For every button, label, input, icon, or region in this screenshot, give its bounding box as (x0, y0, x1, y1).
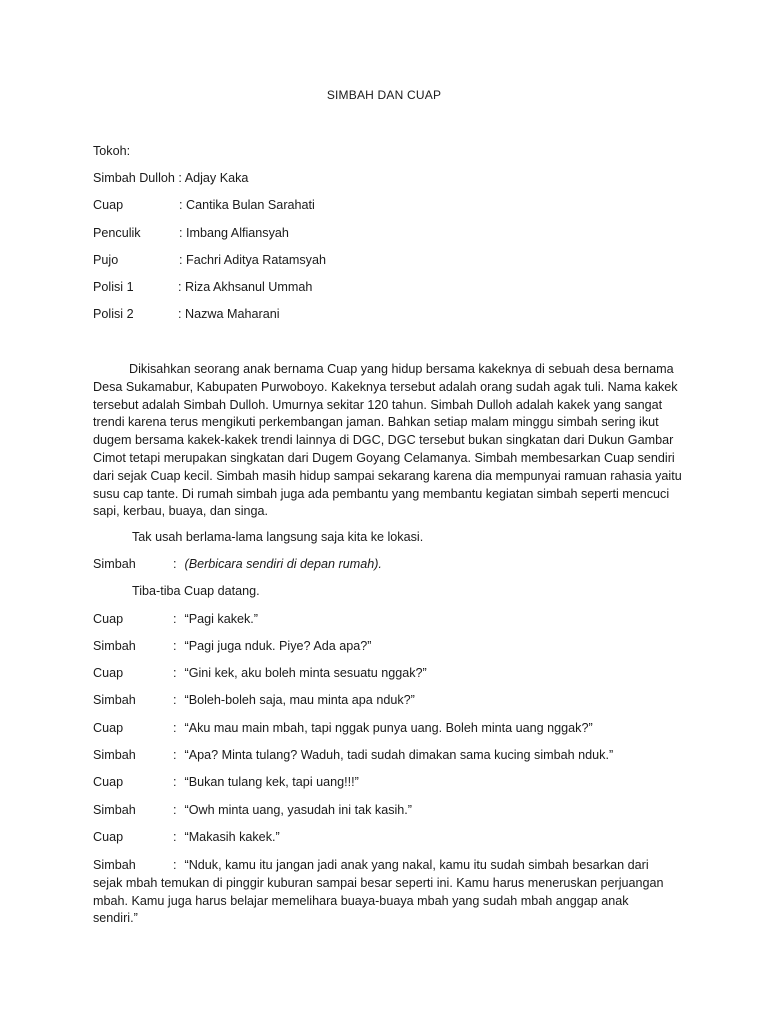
cast-row (93, 279, 312, 296)
intro-paragraph (93, 361, 683, 521)
dialogue-line (93, 666, 427, 680)
speaker-name: Simbah (93, 748, 136, 762)
speaker-name: Simbah (93, 858, 136, 872)
cast-row (93, 197, 315, 214)
dialogue-line (93, 803, 412, 817)
cast-colon: : (179, 198, 183, 212)
cast-actor: Fachri Aditya Ratamsyah (186, 253, 326, 267)
dialogue-text: “Pagi juga nduk. Piye? Ada apa?” (184, 639, 372, 653)
document-title: SIMBAH DAN CUAP (326, 88, 442, 102)
cast-actor: Riza Akhsanul Ummah (185, 280, 313, 294)
dialogue-line (93, 830, 280, 844)
dialogue-text: “Gini kek, aku boleh minta sesuatu nggak?” (184, 666, 427, 680)
dialogue-line (93, 612, 258, 626)
dialogue-colon: : (173, 748, 177, 762)
dialogue-colon: : (173, 639, 177, 653)
cast-row (93, 306, 280, 323)
cast-row (93, 252, 326, 269)
speaker-name: Cuap (93, 775, 124, 789)
cast-actor: Adjay Kaka (184, 171, 249, 185)
dialogue-text: “Pagi kakek.” (184, 612, 258, 626)
dialogue-text: “Nduk, kamu itu jangan jadi anak yang nakal, kamu itu sudah simbah besarkan dari sejak mbah temukan di pinggir kuburan sampai besar seperti ini. Kamu harus meneruskan perjuangan mbah. Kamu juga harus belajar memelihara buaya-buaya mbah yang sudah mbah anggap anak sendiri.” (93, 858, 664, 926)
speaker-name: Cuap (93, 612, 124, 626)
dialogue-colon: : (173, 775, 177, 789)
speaker-name: Simbah (93, 639, 136, 653)
cast-row-first (93, 170, 248, 187)
dialogue-text: “Makasih kakek.” (184, 830, 280, 844)
cast-colon: : (178, 171, 185, 185)
speaker-name: Cuap (93, 721, 124, 735)
dialogue-colon: : (173, 666, 177, 680)
dialogue-line (93, 721, 593, 735)
dialogue-text: “Aku mau main mbah, tapi nggak punya uang. Boleh minta uang nggak?” (184, 721, 593, 735)
dialogue-line (93, 748, 613, 762)
cast-actor: Nazwa Maharani (185, 307, 280, 321)
cast-role: Simbah Dulloh (93, 171, 175, 185)
dialogue-colon: : (173, 612, 177, 626)
speaker-name: Simbah (93, 557, 136, 571)
dialogue-text: “Owh minta uang, yasudah ini tak kasih.” (184, 803, 412, 817)
speaker-name: Cuap (93, 830, 124, 844)
dialogue-colon: : (173, 830, 177, 844)
cast-row (93, 225, 289, 242)
cast-colon: : (178, 307, 182, 321)
dialogue-text: “Boleh-boleh saja, mau minta apa nduk?” (184, 693, 415, 707)
cast-actor: Imbang Alfiansyah (186, 226, 289, 240)
dialogue-text: “Apa? Minta tulang? Waduh, tadi sudah dimakan sama kucing simbah nduk.” (184, 748, 614, 762)
cast-role: Polisi 2 (93, 307, 134, 321)
cast-role: Penculik (93, 226, 141, 240)
dialogue-colon: : (173, 557, 177, 571)
dialogue-line (93, 693, 415, 707)
dialogue-line-long (93, 857, 673, 928)
dialogue-colon: : (173, 693, 177, 707)
cast-actor: Cantika Bulan Sarahati (186, 198, 315, 212)
stage-direction: Tak usah berlama-lama langsung saja kita ke lokasi. (132, 530, 424, 544)
cast-role: Pujo (93, 253, 119, 267)
cast-colon: : (179, 226, 183, 240)
cast-heading: Tokoh: (93, 144, 131, 158)
cast-role: Polisi 1 (93, 280, 134, 294)
cast-role: Cuap (93, 198, 124, 212)
speaker-name: Simbah (93, 693, 136, 707)
dialogue-colon: : (173, 721, 177, 735)
cast-colon: : (178, 280, 182, 294)
dialogue-text: “Bukan tulang kek, tapi uang!!!” (184, 775, 359, 789)
dialogue-colon: : (173, 858, 177, 872)
cast-colon: : (179, 253, 183, 267)
speaker-name: Simbah (93, 803, 136, 817)
dialogue-line (93, 557, 382, 571)
dialogue-line (93, 775, 359, 789)
stage-direction: Tiba-tiba Cuap datang. (132, 584, 260, 598)
speaker-name: Cuap (93, 666, 124, 680)
dialogue-text: (Berbicara sendiri di depan rumah). (184, 557, 382, 571)
dialogue-line (93, 639, 371, 653)
dialogue-colon: : (173, 803, 177, 817)
intro-text: Dikisahkan seorang anak bernama Cuap yang hidup bersama kakeknya di sebuah desa bernama Desa Sukamabur, Kabupaten Purwoboyo. Kakeknya tersebut adalah orang sudah agak tuli. Nama kakek tersebut adalah Simbah Dulloh. Umurnya sekitar 120 tahun. Simbah Dulloh adalah kakek yang sangat trendi karena terus mengikuti perkembangan jaman. Bahkan setiap malam minggu simbah sering ikut dugem bersama kakek-kakek trendi lainnya di DGC, DGC tersebut bukan singkatan dari Dukun Gambar Cimot tetapi merupakan singkatan dari Dugem Goyang Celamanya. Simbah membesarkan Cuap sendiri dari sejak Cuap kecil. Simbah masih hidup sampai sekarang karena dia mempunyai ramuan rahasia yaitu susu cap tante. Di rumah simbah juga ada pembantu yang membantu kegiatan simbah seperti mencuci sapi, kerbau, buaya, dan singa. (93, 362, 682, 519)
